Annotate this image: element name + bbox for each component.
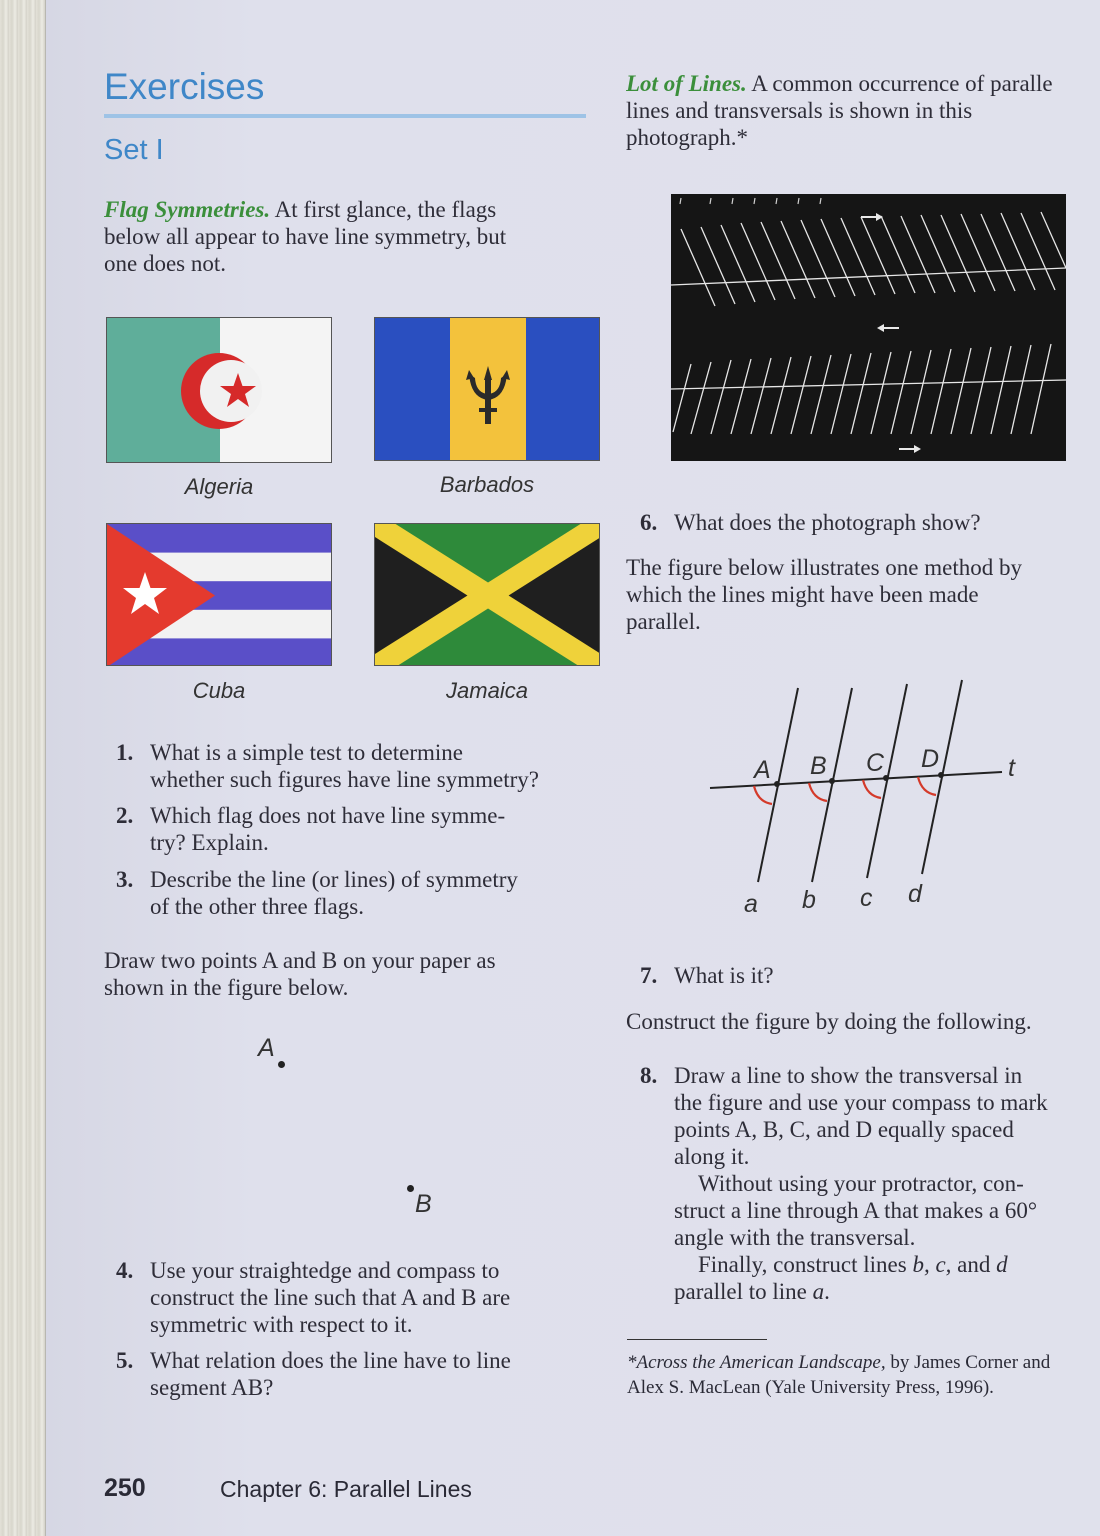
question-1: 1. What is a simple test to determine whether such figures have line symmetry? (116, 740, 539, 792)
set-heading: Set I (104, 134, 164, 166)
question-5: 5. What relation does the line have to line segment AB? (116, 1348, 511, 1400)
point-b-dot (407, 1185, 414, 1192)
draw-points-text: Draw two points A and B on your paper as shown in the figure below. (104, 948, 496, 1000)
algeria-caption: Algeria (184, 474, 254, 499)
cuba-caption: Cuba (192, 678, 246, 703)
footnote: *Across the American Landscape, by James Corner and Alex S. MacLean (Yale University Press, 1996). (627, 1352, 1051, 1398)
footnote-rule (627, 1339, 767, 1340)
diagram-label-D: D (921, 745, 940, 773)
point-a-dot (278, 1061, 285, 1068)
question-2: 2. Which flag does not have line symme- try? Explain. (116, 803, 506, 855)
cuba-flag (106, 523, 332, 666)
line-c (867, 684, 907, 878)
barbados-flag (374, 317, 600, 461)
jamaica-caption: Jamaica (446, 678, 528, 703)
jamaica-flag (374, 523, 600, 666)
construct-instruction: Construct the figure by doing the following. (626, 1009, 1032, 1034)
point-b-label: B (415, 1190, 432, 1218)
chapter-title: Chapter 6: Parallel Lines (220, 1476, 472, 1502)
question-4: 4. Use your straightedge and compass to construct the line such that A and B are symmetric with respect to it. (116, 1258, 511, 1337)
question-6: 6. What does the photograph show? (640, 510, 981, 535)
question-3: 3. Describe the line (or lines) of symmetry of the other three flags. (116, 867, 518, 919)
diagram-label-a: a (744, 890, 758, 918)
algeria-flag (106, 317, 332, 463)
diagram-label-c: c (860, 884, 873, 912)
diagram-label-b: b (802, 886, 816, 914)
point-a-marker (774, 781, 780, 787)
angle-arc-a (754, 786, 772, 804)
book-spine (0, 0, 46, 1536)
exercises-heading: Exercises (104, 66, 265, 107)
barbados-caption: Barbados (439, 472, 535, 497)
point-a-label: A (258, 1034, 275, 1062)
figure-explanation: The figure below illustrates one method by which the lines might have been made parallel. (626, 555, 1023, 634)
point-b-marker (829, 778, 835, 784)
lines-intro-lead: Lot of Lines. (626, 71, 747, 96)
question-8: 8. Draw a line to show the transversal in the figure and use your compass to mark points A, B, C, and D equally spaced along it. Without using your protractor, con- struct a line through A that makes a 60° angle with the transversal. Finally, construct lines b, c, and d parallel to line a. (640, 1063, 1048, 1304)
flag-intro: Flag Symmetries. At first glance, the flags below all appear to have line symmetry, but one does not. (104, 197, 507, 276)
line-b (812, 688, 852, 882)
diagram-label-A: A (754, 756, 771, 784)
question-7: 7. What is it? (640, 963, 774, 988)
diagram-label-C: C (866, 749, 885, 777)
parking-lot-photo (671, 194, 1066, 461)
angle-arc-b (809, 783, 827, 801)
diagram-label-B: B (810, 752, 827, 780)
page-number: 250 (104, 1474, 146, 1502)
angle-arc-c (863, 780, 881, 798)
textbook-page (46, 0, 1100, 1536)
flag-intro-lead: Flag Symmetries. (104, 197, 271, 222)
heading-rule (104, 114, 586, 118)
diagram-label-t: t (1008, 754, 1015, 782)
diagram-label-d: d (908, 880, 922, 908)
lines-intro: Lot of Lines. A common occurrence of paralle lines and transversals is shown in this photograph.* (626, 71, 1053, 150)
angle-arc-d (918, 777, 936, 795)
